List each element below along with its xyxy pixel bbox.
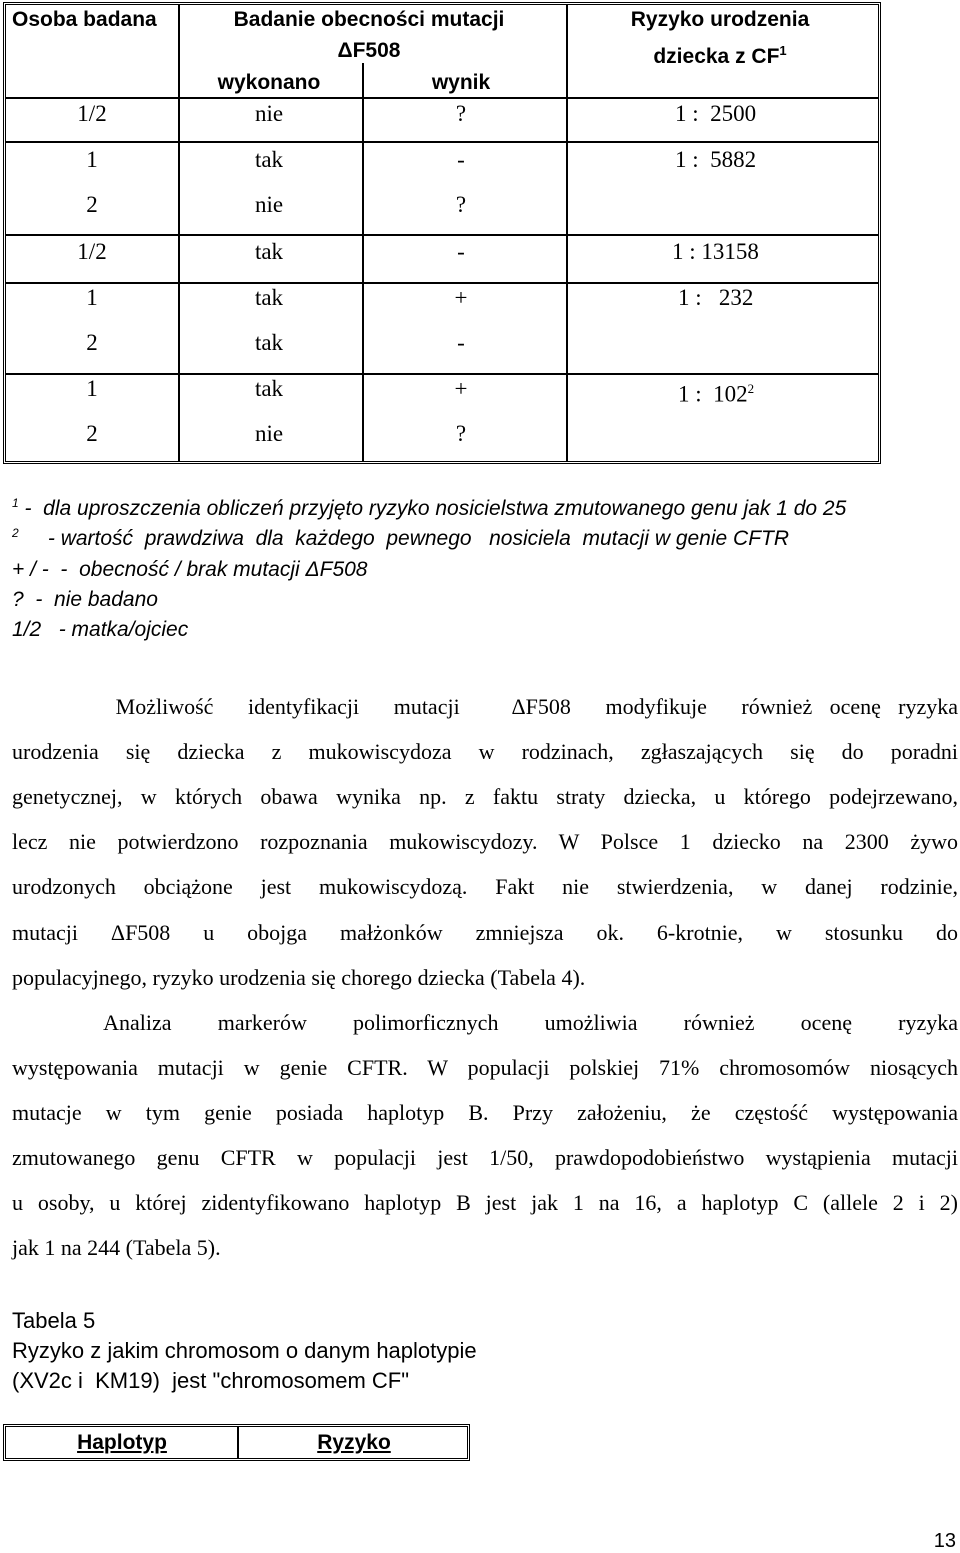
paragraph-line: występowania mutacji w genie CFTR. W populacji polskiej 71% chromosomów niosących (12, 1055, 958, 1080)
table-divider (566, 5, 568, 461)
paragraph-line: Analiza markerów polimorficznych umożliwia również ocenę ryzyka (12, 1010, 958, 1035)
row-person: 1/2 (77, 101, 107, 126)
row-person: 2 (86, 192, 98, 217)
header-risk-line2: dziecka z $CF^1$ (653, 43, 787, 68)
paragraph-line: urodzonych obciążone jest mukowiscydozą. Fakt nie stwierdzenia, w danej rodzinie, (12, 874, 958, 899)
row-result: ? (455, 101, 467, 126)
table-divider (237, 1427, 239, 1458)
row-result: ? (455, 192, 467, 217)
table5-caption-line2: (XV2c i KM19) jest "chromosomem CF" (12, 1368, 410, 1393)
row-performed: tak (254, 239, 284, 264)
table5-caption-line1: Ryzyko z jakim chromosom o danym haplotypie (12, 1338, 477, 1363)
row-person: 1 (86, 285, 98, 310)
row-performed: tak (254, 285, 284, 310)
row-performed: tak (254, 376, 284, 401)
row-performed: nie (254, 101, 284, 126)
paragraph-line: lecz nie potwierdzono rozpoznania mukowiscydozy. W Polsce 1 dziecko na 2300 żywo (12, 829, 958, 854)
row-risk: 1 : 2500 (675, 101, 757, 126)
footnote-2: $^2$ - wartość prawdziwa dla każdego pewnego nosiciela mutacji w genie CFTR (12, 526, 790, 550)
row-result: - (457, 147, 465, 172)
table-divider (6, 282, 878, 284)
table5-header-haplotype: Haplotyp (77, 1431, 167, 1454)
row-risk: 1 : 5882 (675, 147, 757, 172)
header-mutation: ΔF508 (337, 39, 401, 62)
footnote-3: + / - - obecność / brak mutacji ΔF508 (12, 558, 368, 581)
table-divider (362, 63, 364, 461)
header-test: Badanie obecności mutacji (233, 8, 505, 31)
footnote-1: $^1$ - dla uproszczenia obliczeń przyjęto ryzyko nosicielstwa zmutowanego genu jak 1 do 25 (12, 496, 847, 520)
paragraph-line: genetycznej, w których obawa wynika np. z faktu straty dziecka, u którego podejrzewano, (12, 784, 958, 809)
table-divider (6, 97, 878, 99)
paragraph-line: u osoby, u której zidentyfikowano haplotyp B jest jak 1 na 16, a haplotyp C (allele 2 i 2) (12, 1190, 958, 1215)
table-divider (6, 373, 878, 375)
table-divider (6, 141, 878, 143)
paragraph-line: mutacje w tym genie posiada haplotyp B. Przy założeniu, że częstość występowania (12, 1100, 958, 1125)
footnote-4: ? - nie badano (12, 588, 158, 611)
paragraph-line: zmutowanego genu CFTR w populacji jest 1/50, prawdopodobieństwo wystąpienia mutacji (12, 1145, 958, 1170)
footnote-5: 1/2 - matka/ojciec (12, 618, 189, 641)
table-divider (6, 234, 878, 236)
table-divider (178, 5, 180, 461)
header-performed: wykonano (217, 71, 321, 94)
row-person: 1/2 (77, 239, 107, 264)
row-risk: 1 : 13158 (672, 239, 759, 264)
page-number: 13 (933, 1530, 956, 1552)
row-person: 2 (86, 330, 98, 355)
row-performed: nie (254, 421, 284, 446)
table5-label: Tabela 5 (12, 1308, 96, 1333)
row-risk: 1 : 232 (678, 285, 754, 310)
row-result: + (454, 285, 468, 310)
paragraph-line: mutacji ΔF508 u obojga małżonków zmniejsza ok. 6-krotnie, w stosunku do (12, 920, 958, 945)
table5-header-risk: Ryzyko (317, 1431, 391, 1454)
haplotype-table (3, 1424, 470, 1461)
row-person: 1 (86, 376, 98, 401)
header-result: wynik (431, 71, 491, 94)
header-person: Osoba badana (12, 8, 157, 31)
row-result: - (457, 330, 465, 355)
paragraph-line: urodzenia się dziecka z mukowiscydoza w rodzinach, zgłaszających się do poradni (12, 739, 958, 764)
row-performed: nie (254, 192, 284, 217)
row-result: + (454, 376, 468, 401)
header-risk: Ryzyko urodzenia (630, 8, 810, 31)
row-performed: tak (254, 330, 284, 355)
row-result: - (457, 239, 465, 264)
paragraph-line: jak 1 na 244 (Tabela 5). (12, 1235, 221, 1260)
paragraph-line: populacyjnego, ryzyko urodzenia się chorego dziecka (Tabela 4). (12, 965, 586, 990)
row-person: 2 (86, 421, 98, 446)
paragraph-line: Możliwość identyfikacji mutacji ΔF508 modyfikuje również ocenę ryzyka (12, 694, 958, 719)
row-result: ? (455, 421, 467, 446)
row-person: 1 (86, 147, 98, 172)
row-performed: tak (254, 147, 284, 172)
row-risk: 1 : $102^2$ (678, 381, 755, 407)
